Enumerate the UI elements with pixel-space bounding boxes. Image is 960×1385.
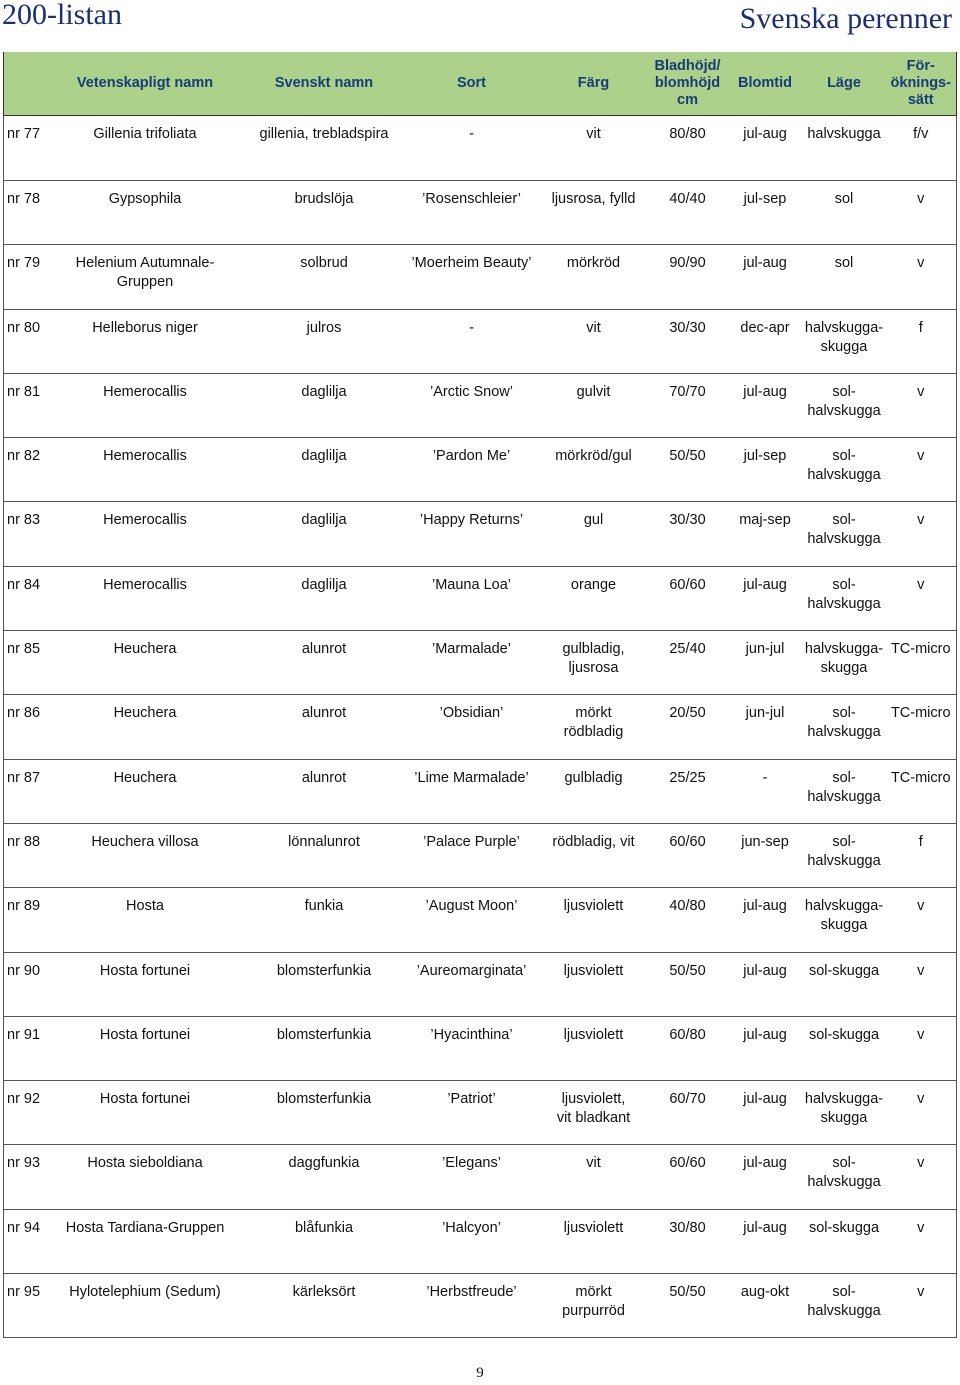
cell-cultivar: ’August Moon’ bbox=[404, 888, 540, 952]
table-row bbox=[4, 952, 957, 1016]
cell-color: mörkt purpurröd bbox=[540, 1274, 648, 1338]
table-row bbox=[4, 1145, 957, 1209]
cell-scientific-name: Heuchera bbox=[46, 759, 245, 823]
cell-height: 60/60 bbox=[648, 823, 728, 887]
cell-row-number: nr 92 bbox=[4, 1081, 46, 1145]
cell-swedish-name: daglilja bbox=[245, 373, 404, 437]
cell-bloom-time: jul-aug bbox=[728, 566, 803, 630]
cell-location: sol- halvskugga bbox=[803, 695, 886, 759]
cell-color: gul bbox=[540, 502, 648, 566]
list-title: 200-listan bbox=[2, 0, 122, 31]
cell-swedish-name: brudslöja bbox=[245, 181, 404, 245]
cell-swedish-name: daglilja bbox=[245, 502, 404, 566]
cell-row-number: nr 88 bbox=[4, 823, 46, 887]
cell-bloom-time: jul-aug bbox=[728, 1145, 803, 1209]
table-row bbox=[4, 438, 957, 502]
cell-height: 70/70 bbox=[648, 373, 728, 437]
cell-scientific-name: Gypsophila bbox=[46, 181, 245, 245]
column-header-location: Läge bbox=[803, 52, 886, 116]
table-row bbox=[4, 695, 957, 759]
cell-bloom-time: jul-aug bbox=[728, 245, 803, 309]
cell-scientific-name: Heuchera villosa bbox=[46, 823, 245, 887]
cell-cultivar: ’Arctic Snow’ bbox=[404, 373, 540, 437]
cell-height: 80/80 bbox=[648, 116, 728, 181]
cell-bloom-time: jul-aug bbox=[728, 373, 803, 437]
cell-bloom-time: jul-aug bbox=[728, 888, 803, 952]
column-header-scientific-name: Vetenskapligt namn bbox=[46, 52, 245, 116]
table-row bbox=[4, 373, 957, 437]
cell-height: 60/80 bbox=[648, 1016, 728, 1080]
cell-row-number: nr 78 bbox=[4, 181, 46, 245]
cell-cultivar: ’Pardon Me’ bbox=[404, 438, 540, 502]
cell-scientific-name: Helenium Autumnale- Gruppen bbox=[46, 245, 245, 309]
cell-color: rödbladig, vit bbox=[540, 823, 648, 887]
cell-row-number: nr 95 bbox=[4, 1274, 46, 1338]
cell-height: 25/40 bbox=[648, 631, 728, 695]
cell-swedish-name: blåfunkia bbox=[245, 1209, 404, 1273]
cell-location: halvskugga- skugga bbox=[803, 1081, 886, 1145]
cell-propagation: v bbox=[886, 1209, 957, 1273]
cell-location: sol-skugga bbox=[803, 1209, 886, 1273]
cell-cultivar: ’Hyacinthina’ bbox=[404, 1016, 540, 1080]
cell-row-number: nr 91 bbox=[4, 1016, 46, 1080]
cell-propagation: f/v bbox=[886, 116, 957, 181]
cell-row-number: nr 79 bbox=[4, 245, 46, 309]
cell-row-number: nr 77 bbox=[4, 116, 46, 181]
cell-cultivar: - bbox=[404, 309, 540, 373]
cell-color: mörkröd/gul bbox=[540, 438, 648, 502]
cell-cultivar: ’Marmalade’ bbox=[404, 631, 540, 695]
cell-bloom-time: jul-sep bbox=[728, 438, 803, 502]
cell-height: 50/50 bbox=[648, 952, 728, 1016]
cell-location: sol- halvskugga bbox=[803, 759, 886, 823]
cell-scientific-name: Helleborus niger bbox=[46, 309, 245, 373]
cell-cultivar: ’Lime Marmalade’ bbox=[404, 759, 540, 823]
column-header-swedish-name: Svenskt namn bbox=[245, 52, 404, 116]
cell-location: sol-skugga bbox=[803, 1016, 886, 1080]
cell-propagation: v bbox=[886, 1081, 957, 1145]
cell-row-number: nr 85 bbox=[4, 631, 46, 695]
cell-row-number: nr 93 bbox=[4, 1145, 46, 1209]
table-row bbox=[4, 566, 957, 630]
cell-height: 30/30 bbox=[648, 309, 728, 373]
cell-height: 60/60 bbox=[648, 1145, 728, 1209]
cell-scientific-name: Hemerocallis bbox=[46, 373, 245, 437]
cell-color: ljusviolett bbox=[540, 888, 648, 952]
cell-propagation: v bbox=[886, 1274, 957, 1338]
cell-scientific-name: Hylotelephium (Sedum) bbox=[46, 1274, 245, 1338]
cell-scientific-name: Hosta fortunei bbox=[46, 1081, 245, 1145]
cell-swedish-name: blomsterfunkia bbox=[245, 952, 404, 1016]
column-header-cultivar: Sort bbox=[404, 52, 540, 116]
cell-height: 90/90 bbox=[648, 245, 728, 309]
cell-location: sol- halvskugga bbox=[803, 566, 886, 630]
cell-cultivar: ’Herbstfreude’ bbox=[404, 1274, 540, 1338]
cell-row-number: nr 86 bbox=[4, 695, 46, 759]
table-row bbox=[4, 759, 957, 823]
cell-propagation: v bbox=[886, 1145, 957, 1209]
cell-color: gulvit bbox=[540, 373, 648, 437]
cell-swedish-name: lönnalunrot bbox=[245, 823, 404, 887]
cell-scientific-name: Hemerocallis bbox=[46, 438, 245, 502]
cell-row-number: nr 87 bbox=[4, 759, 46, 823]
cell-propagation: v bbox=[886, 952, 957, 1016]
cell-cultivar: - bbox=[404, 116, 540, 181]
cell-swedish-name: blomsterfunkia bbox=[245, 1016, 404, 1080]
cell-scientific-name: Heuchera bbox=[46, 631, 245, 695]
column-header-propagation: För- öknings- sätt bbox=[886, 52, 957, 116]
table-row bbox=[4, 181, 957, 245]
cell-height: 60/60 bbox=[648, 566, 728, 630]
cell-scientific-name: Hosta fortunei bbox=[46, 952, 245, 1016]
cell-bloom-time: jun-sep bbox=[728, 823, 803, 887]
cell-bloom-time: jun-jul bbox=[728, 631, 803, 695]
table-row bbox=[4, 631, 957, 695]
cell-swedish-name: alunrot bbox=[245, 759, 404, 823]
cell-propagation: v bbox=[886, 373, 957, 437]
cell-row-number: nr 83 bbox=[4, 502, 46, 566]
cell-height: 30/80 bbox=[648, 1209, 728, 1273]
document-header bbox=[0, 0, 960, 44]
cell-height: 50/50 bbox=[648, 438, 728, 502]
cell-height: 50/50 bbox=[648, 1274, 728, 1338]
column-header-height: Bladhöjd/ blomhöjd cm bbox=[648, 52, 728, 116]
cell-swedish-name: alunrot bbox=[245, 695, 404, 759]
cell-row-number: nr 94 bbox=[4, 1209, 46, 1273]
cell-propagation: TC-micro bbox=[886, 759, 957, 823]
cell-location: sol- halvskugga bbox=[803, 823, 886, 887]
cell-location: sol bbox=[803, 181, 886, 245]
cell-cultivar: ’Rosenschleier’ bbox=[404, 181, 540, 245]
cell-row-number: nr 80 bbox=[4, 309, 46, 373]
column-header-row-number bbox=[4, 52, 46, 116]
cell-propagation: f bbox=[886, 823, 957, 887]
cell-scientific-name: Hemerocallis bbox=[46, 566, 245, 630]
cell-cultivar: ’Happy Returns’ bbox=[404, 502, 540, 566]
cell-location: halvskugga- skugga bbox=[803, 631, 886, 695]
column-header-color: Färg bbox=[540, 52, 648, 116]
cell-scientific-name: Hosta fortunei bbox=[46, 1016, 245, 1080]
cell-height: 20/50 bbox=[648, 695, 728, 759]
table-row bbox=[4, 1016, 957, 1080]
cell-swedish-name: blomsterfunkia bbox=[245, 1081, 404, 1145]
cell-row-number: nr 81 bbox=[4, 373, 46, 437]
cell-color: ljusviolett, vit bladkant bbox=[540, 1081, 648, 1145]
cell-color: mörkt rödbladig bbox=[540, 695, 648, 759]
cell-height: 30/30 bbox=[648, 502, 728, 566]
cell-location: sol- halvskugga bbox=[803, 373, 886, 437]
cell-propagation: TC-micro bbox=[886, 631, 957, 695]
table-row bbox=[4, 823, 957, 887]
cell-scientific-name: Hosta bbox=[46, 888, 245, 952]
cell-height: 40/80 bbox=[648, 888, 728, 952]
column-header-bloom-time: Blomtid bbox=[728, 52, 803, 116]
cell-bloom-time: jul-aug bbox=[728, 1016, 803, 1080]
cell-cultivar: ’Halcyon’ bbox=[404, 1209, 540, 1273]
cell-color: mörkröd bbox=[540, 245, 648, 309]
cell-cultivar: ’Palace Purple’ bbox=[404, 823, 540, 887]
page-number: 9 bbox=[476, 1365, 484, 1381]
cell-color: ljusviolett bbox=[540, 952, 648, 1016]
cell-scientific-name: Hosta sieboldiana bbox=[46, 1145, 245, 1209]
cell-swedish-name: daggfunkia bbox=[245, 1145, 404, 1209]
cell-location: sol-skugga bbox=[803, 952, 886, 1016]
cell-bloom-time: maj-sep bbox=[728, 502, 803, 566]
cell-bloom-time: jun-jul bbox=[728, 695, 803, 759]
cell-height: 25/25 bbox=[648, 759, 728, 823]
cell-location: halvskugga bbox=[803, 116, 886, 181]
cell-cultivar: ’Mauna Loa’ bbox=[404, 566, 540, 630]
cell-color: vit bbox=[540, 116, 648, 181]
cell-location: sol- halvskugga bbox=[803, 438, 886, 502]
cell-row-number: nr 84 bbox=[4, 566, 46, 630]
cell-bloom-time: aug-okt bbox=[728, 1274, 803, 1338]
cell-color: vit bbox=[540, 309, 648, 373]
table-row bbox=[4, 502, 957, 566]
cell-swedish-name: daglilja bbox=[245, 566, 404, 630]
cell-swedish-name: solbrud bbox=[245, 245, 404, 309]
cell-location: sol- halvskugga bbox=[803, 502, 886, 566]
cell-cultivar: ’Obsidian’ bbox=[404, 695, 540, 759]
cell-scientific-name: Hemerocallis bbox=[46, 502, 245, 566]
cell-swedish-name: daglilja bbox=[245, 438, 404, 502]
cell-color: gulbladig bbox=[540, 759, 648, 823]
cell-propagation: v bbox=[886, 502, 957, 566]
cell-cultivar: ’Moerheim Beauty’ bbox=[404, 245, 540, 309]
table-row bbox=[4, 1274, 957, 1338]
table-row bbox=[4, 245, 957, 309]
cell-propagation: v bbox=[886, 566, 957, 630]
cell-row-number: nr 82 bbox=[4, 438, 46, 502]
cell-swedish-name: julros bbox=[245, 309, 404, 373]
cell-color: ljusrosa, fylld bbox=[540, 181, 648, 245]
cell-propagation: f bbox=[886, 309, 957, 373]
cell-row-number: nr 89 bbox=[4, 888, 46, 952]
cell-swedish-name: gillenia, trebladspira bbox=[245, 116, 404, 181]
cell-propagation: TC-micro bbox=[886, 695, 957, 759]
cell-propagation: v bbox=[886, 245, 957, 309]
table-row bbox=[4, 888, 957, 952]
cell-location: sol- halvskugga bbox=[803, 1274, 886, 1338]
cell-bloom-time: jul-aug bbox=[728, 1081, 803, 1145]
cell-scientific-name: Hosta Tardiana-Gruppen bbox=[46, 1209, 245, 1273]
cell-bloom-time: jul-sep bbox=[728, 181, 803, 245]
table-row bbox=[4, 1081, 957, 1145]
cell-propagation: v bbox=[886, 438, 957, 502]
cell-color: gulbladig, ljusrosa bbox=[540, 631, 648, 695]
cell-height: 60/70 bbox=[648, 1081, 728, 1145]
table-body bbox=[4, 116, 957, 1338]
cell-propagation: v bbox=[886, 888, 957, 952]
cell-height: 40/40 bbox=[648, 181, 728, 245]
cell-propagation: v bbox=[886, 1016, 957, 1080]
cell-scientific-name: Heuchera bbox=[46, 695, 245, 759]
cell-bloom-time: jul-aug bbox=[728, 1209, 803, 1273]
table-row bbox=[4, 309, 957, 373]
table-header-row bbox=[4, 52, 957, 116]
cell-location: halvskugga- skugga bbox=[803, 309, 886, 373]
table-row bbox=[4, 1209, 957, 1273]
cell-bloom-time: dec-apr bbox=[728, 309, 803, 373]
cell-color: ljusviolett bbox=[540, 1016, 648, 1080]
cell-propagation: v bbox=[886, 181, 957, 245]
cell-bloom-time: - bbox=[728, 759, 803, 823]
cell-location: sol- halvskugga bbox=[803, 1145, 886, 1209]
cell-bloom-time: jul-aug bbox=[728, 952, 803, 1016]
cell-bloom-time: jul-aug bbox=[728, 116, 803, 181]
cell-cultivar: ’Aureomarginata’ bbox=[404, 952, 540, 1016]
cell-scientific-name: Gillenia trifoliata bbox=[46, 116, 245, 181]
perennials-table bbox=[3, 52, 957, 1338]
cell-cultivar: ’Elegans’ bbox=[404, 1145, 540, 1209]
cell-row-number: nr 90 bbox=[4, 952, 46, 1016]
cell-color: ljusviolett bbox=[540, 1209, 648, 1273]
cell-swedish-name: funkia bbox=[245, 888, 404, 952]
cell-swedish-name: kärleksört bbox=[245, 1274, 404, 1338]
cell-location: sol bbox=[803, 245, 886, 309]
cell-color: vit bbox=[540, 1145, 648, 1209]
cell-location: halvskugga- skugga bbox=[803, 888, 886, 952]
cell-swedish-name: alunrot bbox=[245, 631, 404, 695]
table-row bbox=[4, 116, 957, 181]
cell-color: orange bbox=[540, 566, 648, 630]
cell-cultivar: ’Patriot’ bbox=[404, 1081, 540, 1145]
publication-title: Svenska perenner bbox=[739, 2, 952, 35]
